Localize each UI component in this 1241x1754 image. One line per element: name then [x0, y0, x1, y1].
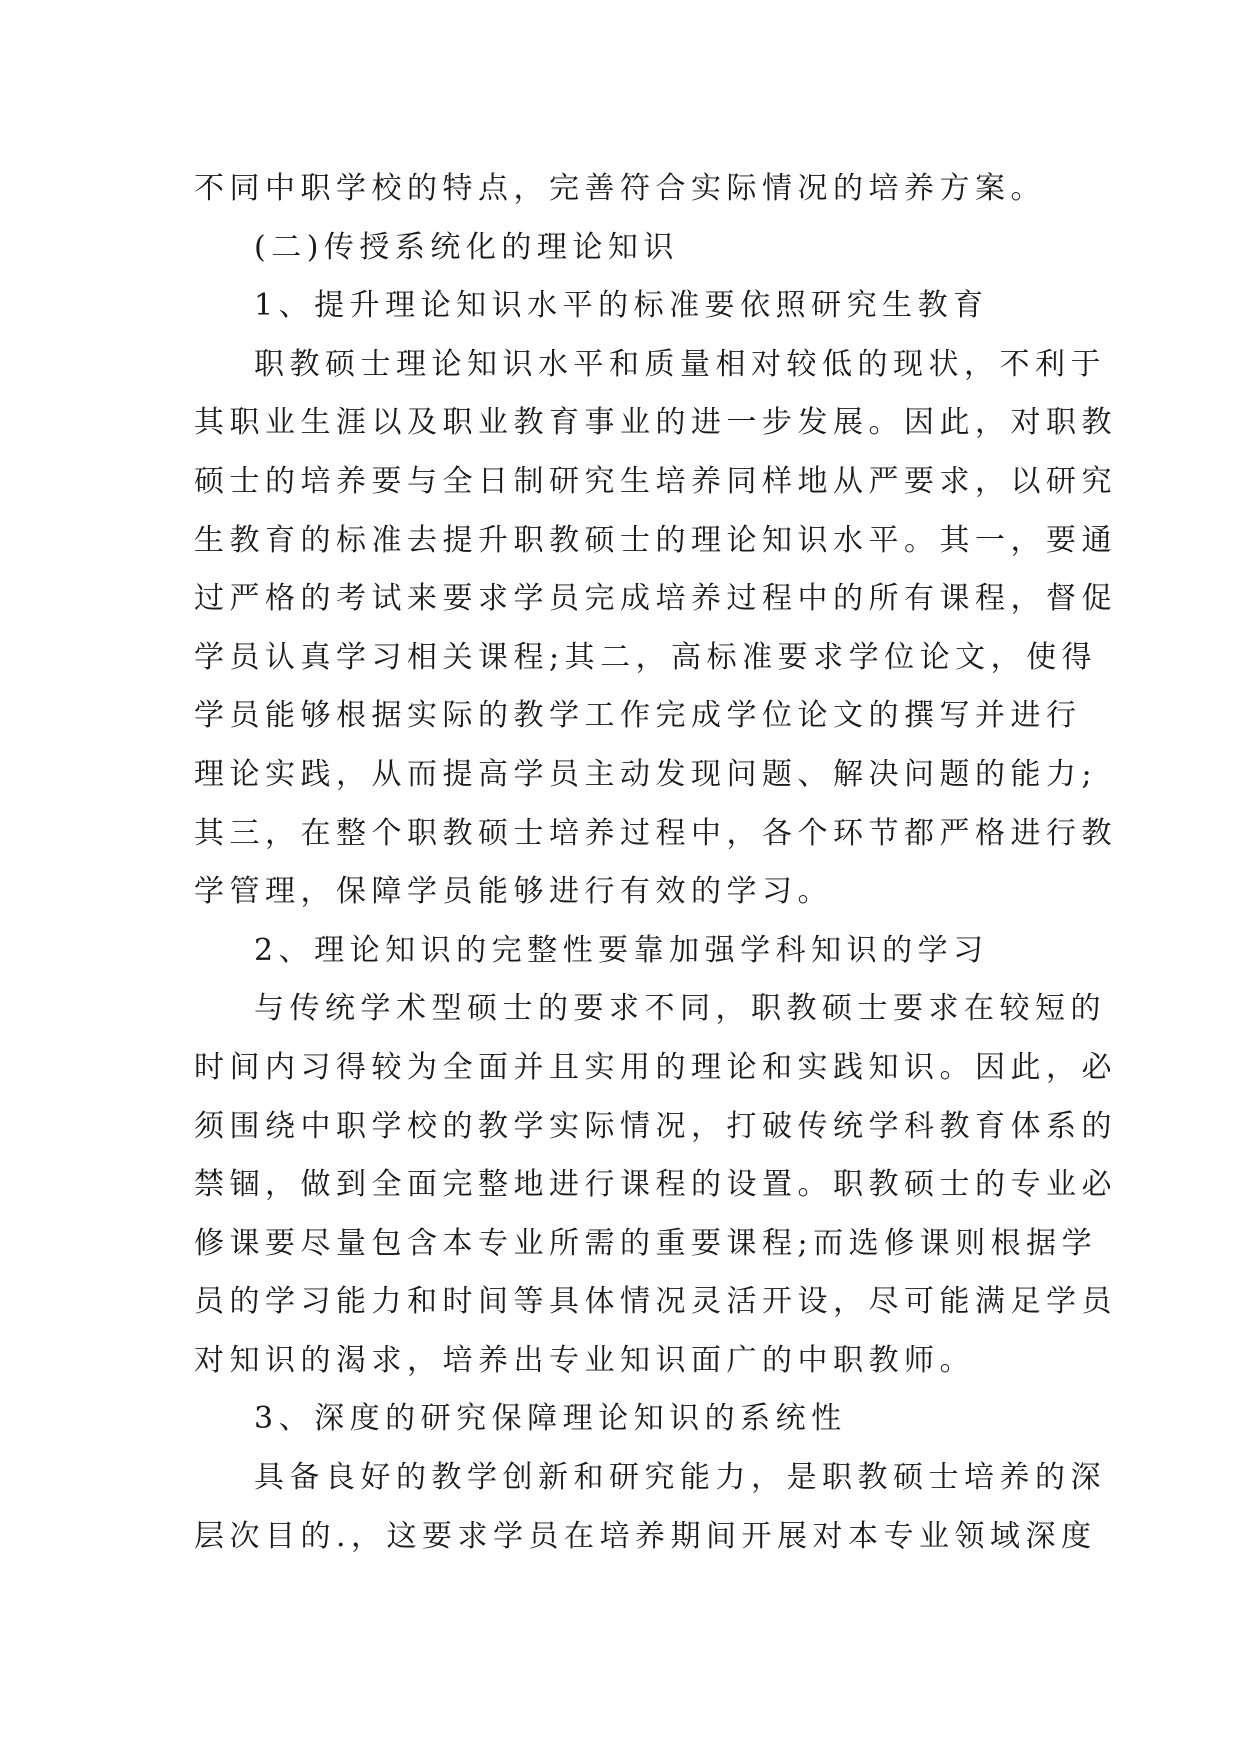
text-line: 须围绕中职学校的教学实际情况，打破传统学科教育体系的: [194, 1108, 1117, 1144]
text-line: 具备良好的教学创新和研究能力，是职教硕士培养的深: [254, 1460, 1106, 1496]
text-line: 学员能够根据实际的教学工作完成学位论文的撰写并进行: [194, 698, 1082, 734]
text-line: 硕士的培养要与全日制研究生培养同样地从严要求，以研究: [194, 463, 1117, 499]
document-body: [194, 160, 1117, 1566]
text-line: 禁锢，做到全面完整地进行课程的设置。职教硕士的专业必: [194, 1167, 1117, 1203]
text-line: 理论实践，从而提高学员主动发现问题、解决问题的能力;: [194, 756, 1098, 792]
subsection-heading: 1、提升理论知识水平的标准要依照研究生教育: [254, 288, 989, 324]
text-line: 员的学习能力和时间等具体情况灵活开设，尽可能满足学员: [194, 1284, 1117, 1320]
text-line: 学管理，保障学员能够进行有效的学习。: [194, 874, 833, 910]
text-line: 生教育的标准去提升职教硕士的理论知识水平。其一，要通: [194, 522, 1117, 558]
text-line: 学员认真学习相关课程;其二，高标准要求学位论文，使得: [194, 639, 1098, 675]
text-line: 修课要尽量包含本专业所需的重要课程;而选修课则根据学: [194, 1225, 1098, 1261]
subsection-heading: 3、深度的研究保障理论知识的系统性: [254, 1401, 847, 1437]
text-line: 与传统学术型硕士的要求不同，职教硕士要求在较短的: [254, 991, 1106, 1027]
section-heading: (二)传授系统化的理论知识: [254, 229, 679, 265]
text-line: 过严格的考试来要求学员完成培养过程中的所有课程，督促: [194, 581, 1117, 617]
text-line: 不同中职学校的特点，完善符合实际情况的培养方案。: [194, 171, 1046, 206]
text-line: 职教硕士理论知识水平和质量相对较低的现状，不利于: [254, 346, 1106, 382]
text-line: 其职业生涯以及职业教育事业的进一步发展。因此，对职教: [194, 405, 1117, 441]
text-line: 其三，在整个职教硕士培养过程中，各个环节都严格进行教: [194, 815, 1117, 851]
subsection-heading: 2、理论知识的完整性要靠加强学科知识的学习: [254, 932, 989, 968]
text-line: 层次目的.，这要求学员在培养期间开展对本专业领域深度: [194, 1518, 1097, 1554]
text-line: 时间内习得较为全面并且实用的理论和实践知识。因此，必: [194, 1049, 1117, 1085]
text-line: 对知识的渴求，培养出专业知识面广的中职教师。: [194, 1342, 975, 1378]
